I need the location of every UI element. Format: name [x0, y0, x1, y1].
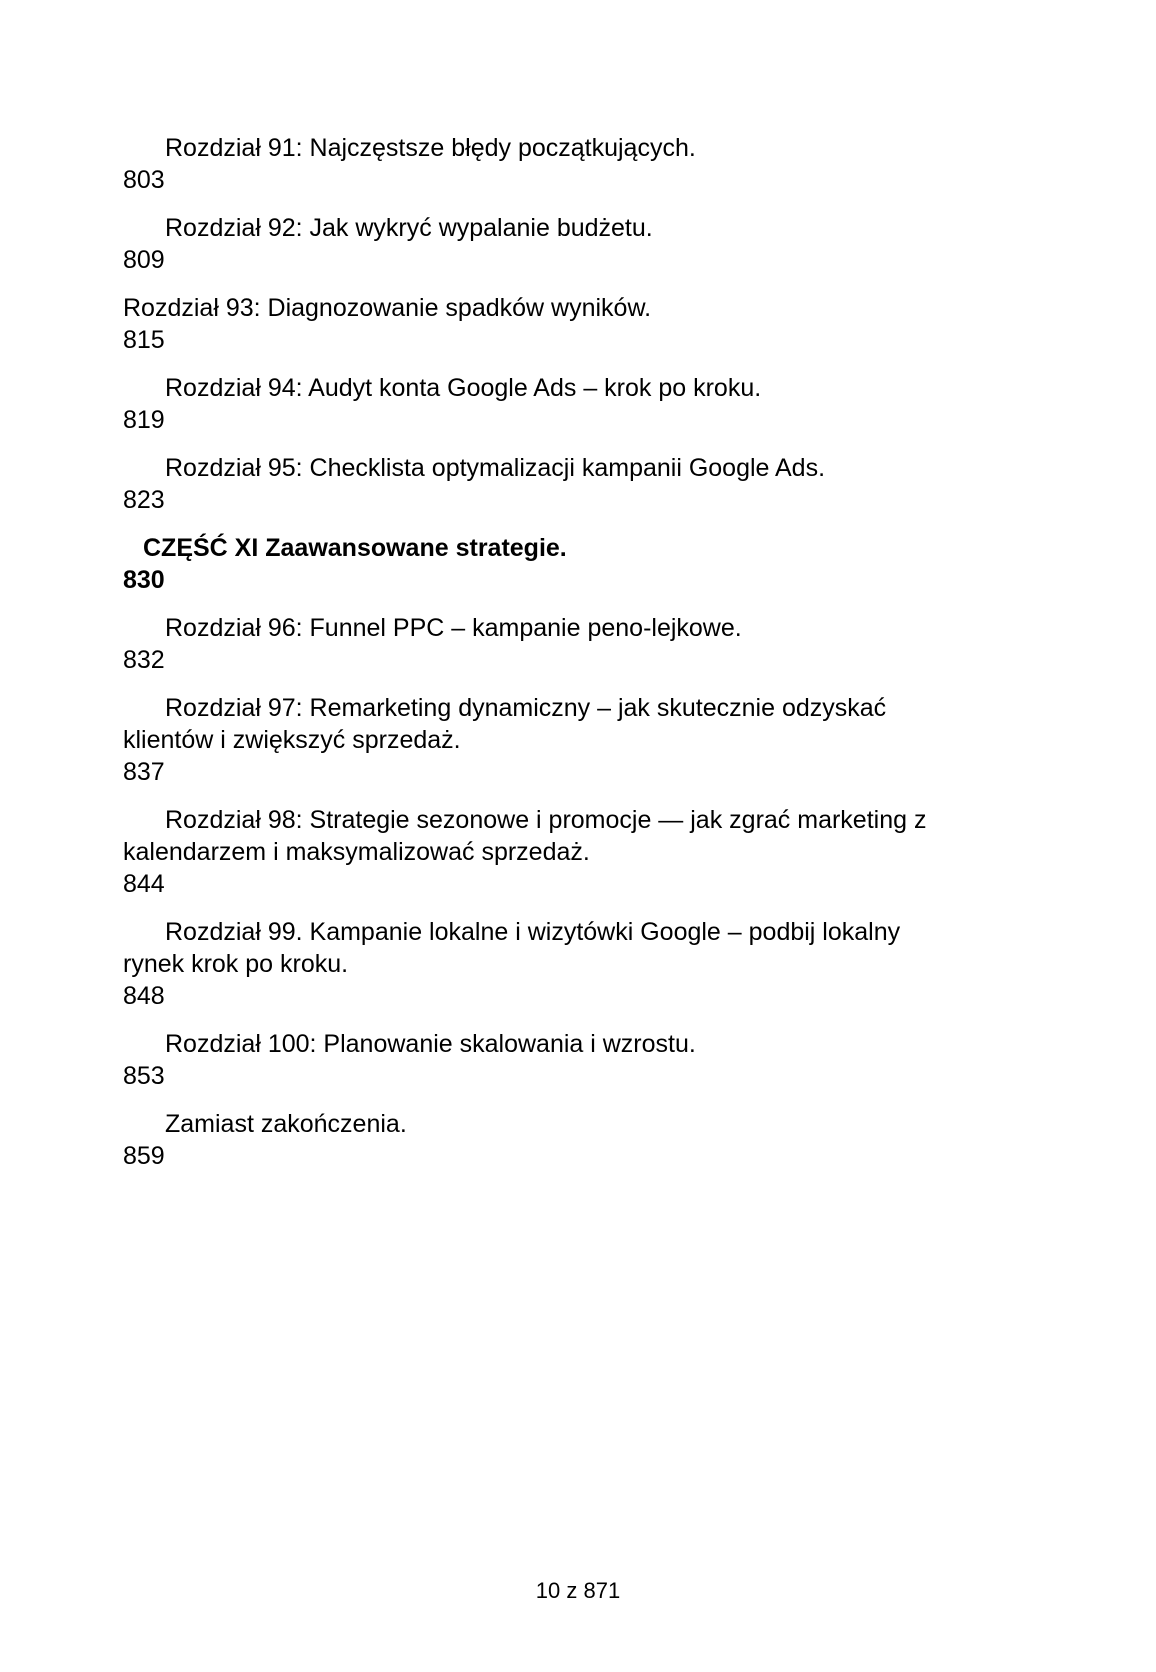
toc-entry-title-line: Rozdział 95: Checklista optymalizacji kampanii Google Ads. — [165, 454, 826, 482]
toc-entry-title-line: Rozdział 96: Funnel PPC – kampanie peno-lejkowe. — [165, 614, 742, 642]
toc-entry-title-line: Rozdział 99. Kampanie lokalne i wizytówki Google – podbij lokalny — [165, 918, 901, 946]
toc-entry-title-line: Rozdział 92: Jak wykryć wypalanie budżetu. — [165, 214, 653, 242]
toc-entry — [123, 612, 1128, 676]
toc-entry — [123, 292, 1128, 356]
toc-entry-title-line: Rozdział 97: Remarketing dynamiczny – jak skutecznie odzyskać — [165, 694, 887, 722]
toc-entry-title-line: rynek krok po kroku. — [123, 950, 349, 978]
toc-entry-title-line: Rozdział 100: Planowanie skalowania i wzrostu. — [165, 1030, 696, 1058]
toc-entry — [123, 212, 1128, 276]
toc-entry-page-number: 844 — [123, 870, 165, 898]
toc-entries — [123, 132, 1128, 1188]
toc-entry-page-number: 819 — [123, 406, 165, 434]
toc-entry-title-line: Rozdział 94: Audyt konta Google Ads – krok po kroku. — [165, 374, 762, 402]
toc-entry-title-line: Rozdział 98: Strategie sezonowe i promocje — jak zgrać marketing z — [165, 806, 927, 834]
toc-entry — [123, 916, 1128, 1012]
toc-entry-title-line: kalendarzem i maksymalizować sprzedaż. — [123, 838, 590, 866]
toc-entry-page-number: 859 — [123, 1142, 165, 1170]
page-number-indicator: 10 z 871 — [535, 1578, 621, 1603]
toc-entry-page-number: 832 — [123, 646, 165, 674]
toc-entry-page-number: 809 — [123, 246, 165, 274]
toc-entry-page-number: 830 — [123, 566, 165, 594]
toc-entry-title-line: klientów i zwiększyć sprzedaż. — [123, 726, 461, 754]
toc-entry — [123, 452, 1128, 516]
toc-entry — [123, 132, 1128, 196]
toc-entry-title-line: CZĘŚĆ XI Zaawansowane strategie. — [143, 534, 567, 562]
toc-entry-page-number: 848 — [123, 982, 165, 1010]
toc-entry-title-line: Rozdział 93: Diagnozowanie spadków wyników. — [123, 294, 652, 322]
toc-entry-page-number: 803 — [123, 166, 165, 194]
toc-entry-page-number: 815 — [123, 326, 165, 354]
toc-entry — [123, 372, 1128, 436]
toc-entry — [123, 692, 1128, 788]
toc-entry-page-number: 853 — [123, 1062, 165, 1090]
toc-part-heading — [123, 532, 1128, 596]
toc-entry-page-number: 837 — [123, 758, 165, 786]
toc-entry — [123, 804, 1128, 900]
toc-entry-title-line: Zamiast zakończenia. — [165, 1110, 407, 1138]
toc-entry — [123, 1028, 1128, 1092]
toc-entry-title-line: Rozdział 91: Najczęstsze błędy początkujących. — [165, 134, 696, 162]
toc-entry — [123, 1108, 1128, 1172]
toc-entry-page-number: 823 — [123, 486, 165, 514]
